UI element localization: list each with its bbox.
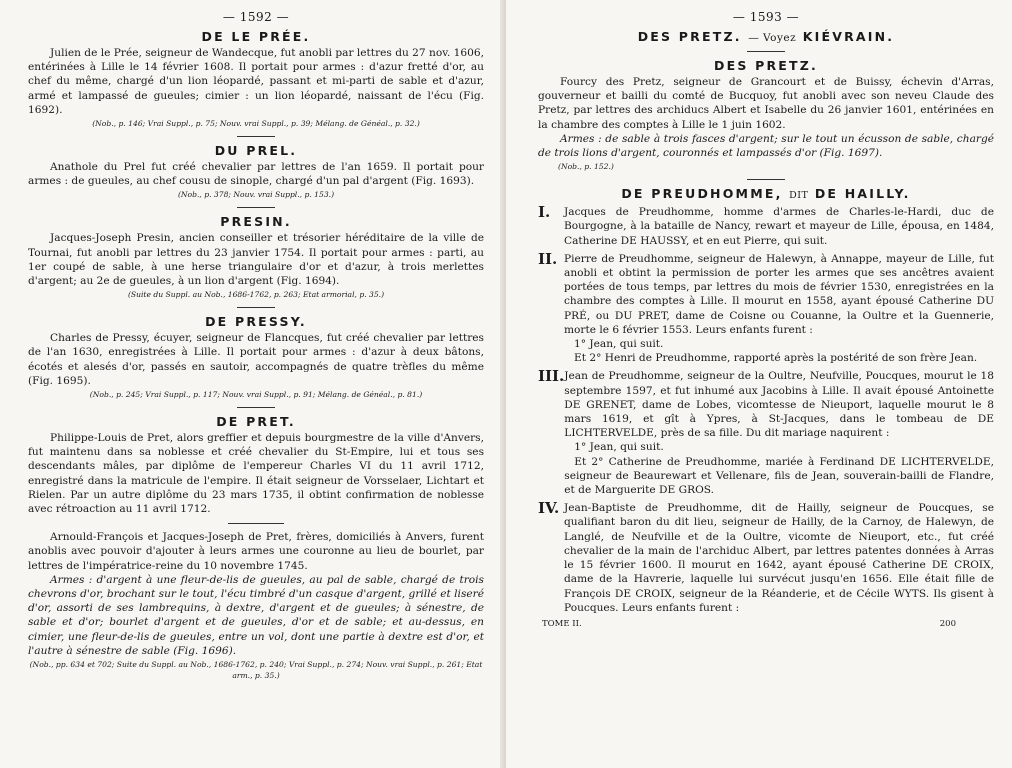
generation-2 (538, 249, 994, 366)
entry-paragraph: Fourcy des Pretz, seigneur de Grancourt et de Buissy, échevin d'Arras, gouverneur et bailli du comté de Bucquoy, fut anobli avec son neveu Claude des Pretz, par lettres des archiducs Albert et Isabelle du 26 janvier 1601, entérinées en la chambre des comptes à Lille le 1 juin 1602. (538, 76, 994, 131)
entry-heading: DU PREL. (214, 143, 298, 159)
entry-presin (28, 214, 484, 300)
entry-arms: Armes : de sable à trois fasces d'argent; sur le tout un écusson de sable, chargé de trois lions d'argent, couronnés et lampassés d'or (Fig. 1697). (538, 132, 994, 160)
entry-paragraph: Philippe-Louis de Pret, alors greffier et depuis bourgmestre de la ville d'Anvers, fut maintenu dans sa noblesse et créé chevalier du St-Empire, lui et tous ses descendants mâles, par diplôme de l'empereur Charles VI du 11 avril 1712, enregistré dans la matricule de l'empire. Il était seigneur de Vorsselaer, Lichtart et Rielen. Par un autre diplôme du 23 mars 1735, il obtint confirmation de noblesse avec rétroaction au 11 avril 1712. (28, 432, 484, 516)
child-entry: 1° Jean, qui suit. (574, 338, 664, 351)
entry-de-le-pree (28, 29, 484, 129)
generation-1 (538, 205, 994, 248)
entry-heading: DES PRETZ. (714, 58, 818, 73)
separator-rule (228, 523, 284, 524)
entry-reference: (Nob., p. 146; Vrai Suppl., p. 75; Nouv. vrai Suppl., p. 39; Mélang. de Généal., p. 32.) (92, 119, 420, 129)
cross-reference-heading (538, 29, 994, 44)
signature-mark: 200 (939, 618, 956, 629)
separator-rule (747, 51, 785, 52)
separator-rule (237, 207, 275, 208)
separator-rule (237, 136, 275, 137)
entry-des-pretz (538, 58, 994, 172)
xref-voyez: — Voyez (748, 32, 797, 44)
page-footer (538, 619, 994, 629)
volume-label: TOME II. (542, 618, 582, 629)
entry-reference: (Nob., p. 378; Nouv. vrai Suppl., p. 153.) (177, 190, 335, 200)
separator-rule (747, 179, 785, 180)
entry-de-preudhomme (538, 186, 994, 615)
generation-number: II. (538, 249, 558, 268)
separator-rule (237, 307, 275, 308)
entry-reference: (Nob., pp. 634 et 702; Suite du Suppl. au Nob., 1686-1762, p. 240; Vrai Suppl., p. 274; Nouv. vrai Suppl., p. 261; Etat arm., p. 35.) (29, 660, 483, 681)
separator-rule (237, 407, 275, 408)
entry-reference: (Nob., p. 152.) (558, 162, 614, 172)
entry-de-pret (28, 414, 484, 681)
generation-text: Jacques de Preudhomme, homme d'armes de Charles-le-Hardi, duc de Bourgogne, à la bataille de Nancy, rewart et mayeur de Lille, épousa, en 1484, Catherine DE HAUSSY, et en eut Pierre, qui suit. (564, 206, 994, 247)
generation-text: Pierre de Preudhomme, seigneur de Halewyn, à Annappe, mayeur de Lille, fut anobli et obtint la permission de porter les armes que ses ancêtres avaient portées de tous temps, par lettres du mois de février 1530, enregistrées en la chambre des comptes à Lille. Il mourut en 1558, ayant épousé Catherine DU PRÉ, ou DU PRET, dame de Coisne ou Couanne, la Oultre et la Guennerie, morte le 6 février 1553. Leurs enfants furent : (564, 252, 994, 336)
child-entry: Et 2° Henri de Preudhomme, rapporté après la postérité de son frère Jean. (574, 352, 978, 365)
entry-de-pressy (28, 314, 484, 400)
entry-reference: (Nob., p. 245; Vrai Suppl., p. 117; Nouv. vrai Suppl., p. 91; Mélang. de Généal., p. 81.) (89, 390, 423, 400)
generation-3 (538, 369, 994, 497)
entry-heading: PRESIN. (220, 214, 292, 230)
generation-number: III. (538, 367, 565, 386)
entry-paragraph: Charles de Pressy, écuyer, seigneur de Flancques, fut créé chevalier par lettres de l'an 1630, enregistrées à Lille. Il portait pour armes : d'azur à deux bâtons, écotés et alesés d'or, passés en sautoir, accompagnés de quatre trèfles du même (Fig. 1695). (28, 332, 484, 387)
heading-dit: DIT (789, 190, 809, 202)
generation-text: Jean-Baptiste de Preudhomme, dit de Hailly, seigneur de Poucques, se qualifiant baron du dit lieu, seigneur de Hailly, de la Carnoy, de Halewyn, de Langlé, de Neufville et de la Oultre, vicomte de Nieuport, etc., fut créé chevalier de la main de l'archiduc Albert, par lettres patentes données à Arras le 15 février 1600. Il mourut en 1642, ayant épousé Catherine DE CROIX, dame de la Havrerie, laquelle lui survécut jusqu'en 1656. Elle était fille de François DE CROIX, seigneur de la Réanderie, et de Cécile WYTS. Ils gisent à Poucques. Leurs enfants furent : (564, 502, 994, 614)
xref-target: KIÉVRAIN. (802, 29, 895, 44)
entry-heading: DE LE PRÉE. (201, 29, 311, 44)
child-entry: Et 2° Catherine de Preudhomme, mariée à Ferdinand DE LICHTERVELDE, seigneur de Beaurewart et Vellenare, fils de Jean, souverain-bailli de Flandre, et de Marguerite DE GROS. (564, 455, 994, 497)
entry-du-prel (28, 143, 484, 200)
generation-4 (538, 501, 994, 615)
right-page (506, 0, 1012, 768)
entry-heading: DE PRESSY. (205, 314, 307, 330)
page-number: — 1592 — (222, 10, 290, 24)
heading-part: DE HAILLY. (814, 186, 911, 202)
entry-heading: DE PRET. (216, 414, 296, 430)
entry-arms: Armes : d'argent à une fleur-de-lis de gueules, au pal de sable, chargé de trois chevrons d'or, brochant sur le tout, l'écu timbré d'un casque d'argent, grillé et liseré d'or, assorti de ses lambrequins, à dextre, d'argent et de gueules; à sénestre, de sable et d'or; bourlet d'argent et de gueules, d'or et de sable; et au-dessus, en cimier, une fleur-de-lis de gueules, entre un vol, dont une partie à dextre est d'or, et l'autre à sénestre de sable (Fig. 1696). (28, 573, 484, 657)
entry-paragraph: Jacques-Joseph Presin, ancien conseiller et trésorier héréditaire de la ville de Tournai, fut anobli par lettres du 23 janvier 1754. Il portait pour armes : parti, au 1er coupé de sable, à une herse triangulaire d'or et d'azur, à trois merlettes d'argent; au 2e de gueules, à un lion d'argent (Fig. 1694). (28, 232, 484, 288)
entry-paragraph: Julien de le Prée, seigneur de Wandecque, fut anobli par lettres du 27 nov. 1606, entérinées à Lille le 14 février 1608. Il portait pour armes : d'azur fretté d'or, au chef du même, chargé d'un lion léopardé, passant et mi-parti de sable et d'azur, armé et lampassé de gueules; cimier : un lion léopardé, naissant de l'écu (Fig. 1692). (28, 47, 485, 116)
entry-paragraph: Anathole du Prel fut créé chevalier par lettres de l'an 1659. Il portait pour armes : de gueules, au chef cousu de sinople, chargé d'un pal d'argent (Fig. 1693). (28, 161, 484, 188)
entry-reference: (Suite du Suppl. au Nob., 1686-1762, p. 263; Etat armorial, p. 35.) (127, 290, 385, 300)
xref-name: DES PRETZ. (637, 29, 742, 44)
heading-part: DE PREUDHOMME, (621, 186, 783, 202)
entry-heading (538, 186, 994, 201)
generation-number: IV. (538, 499, 560, 518)
generation-number: I. (538, 203, 551, 222)
page-number: — 1593 — (732, 10, 800, 24)
entry-paragraph: Arnould-François et Jacques-Joseph de Pret, frères, domiciliés à Anvers, furent anoblis avec pouvoir d'ajouter à leurs armes une couronne au lieu de bourlet, par lettres de l'impératrice-reine du 10 novembre 1745. (28, 531, 484, 572)
child-entry: 1° Jean, qui suit. (574, 441, 664, 454)
generation-text: Jean de Preudhomme, seigneur de la Oultre, Neufville, Poucques, mourut le 18 septembre 1597, et fut inhumé aux Jacobins à Lille. Il avait épousé Antoinette DE GRENET, dame de Lobes, vicomtesse de Nieuport, laquelle mourut le 8 mars 1619, et gît à Ypres, à St-Jacques, dans le tombeau de DE LICHTERVELDE, près de sa fille. Du dit mariage naquirent : (564, 370, 994, 440)
